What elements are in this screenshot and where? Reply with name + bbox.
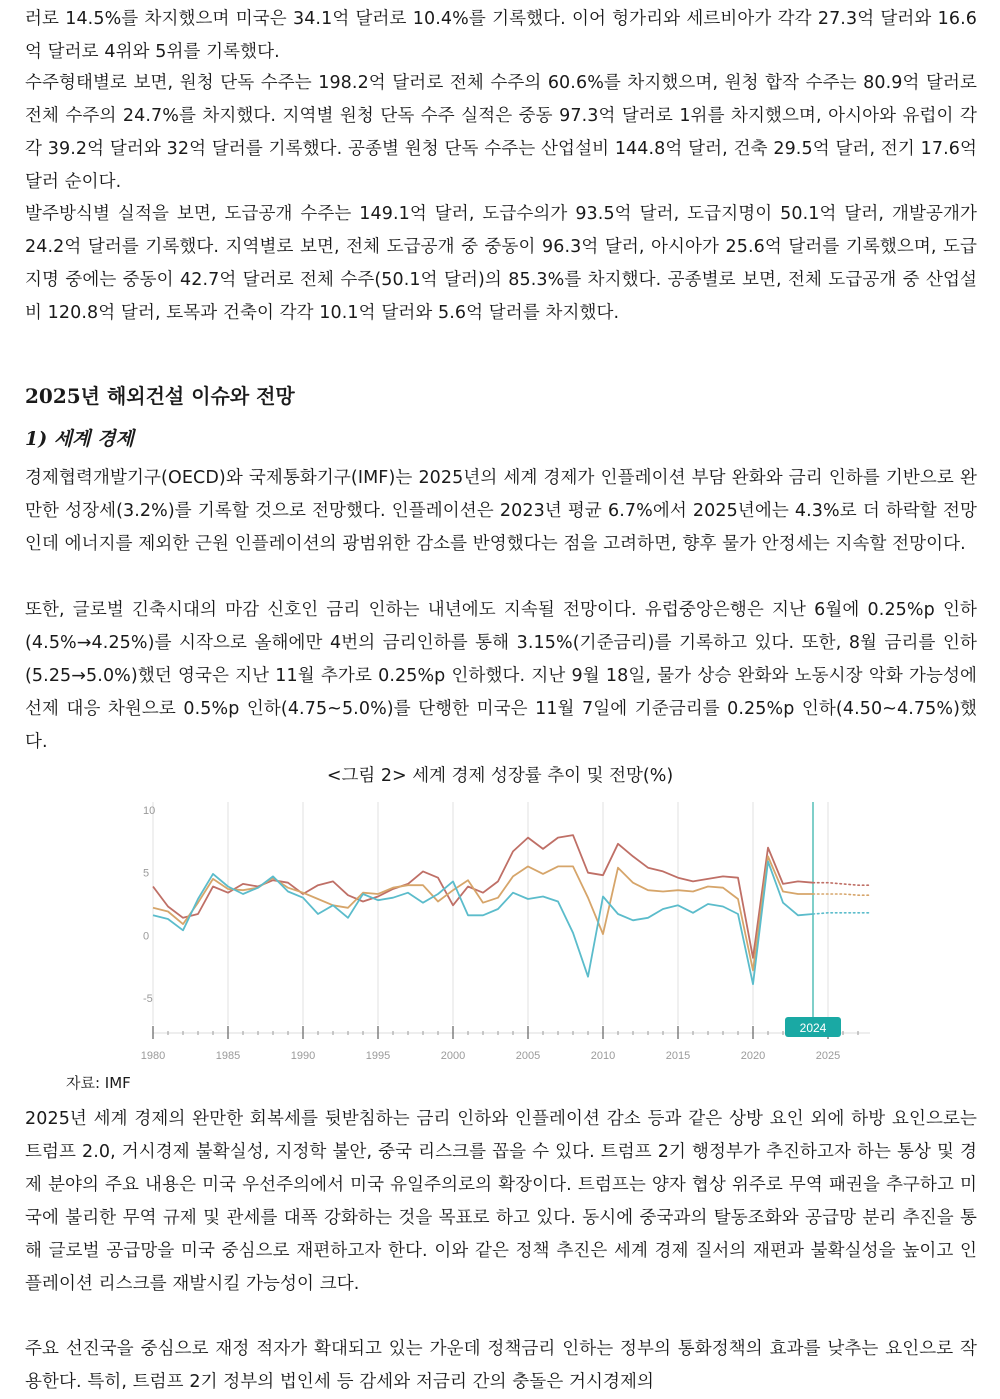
x-tick-label-1985: 1985 xyxy=(215,1050,241,1062)
x-tick-label-1990: 1990 xyxy=(290,1050,316,1062)
forecast-line-series_mid xyxy=(813,894,870,895)
section-heading: 2025년 해외건설 이슈와 전망 xyxy=(25,384,295,408)
chart-grid xyxy=(153,802,828,1025)
figure-caption: <그림 2> 세계 경제 성장률 추이 및 전망(%) xyxy=(326,766,674,786)
x-tick-label-2000: 2000 xyxy=(440,1050,466,1062)
forecast-line-series_low xyxy=(813,913,870,914)
paragraph-world-economy: 경제협력개발기구(OECD)와 국제통화기구(IMF)는 2025년의 세계 경제가 인플레이션 부담 완화와 금리 인하를 기반으로 완만한 성장세(3.2%)를 기록할 것으로 전망했다. 인플레이션은 2023년 평균 6.7%에서 2025년에는 4.3%로 더 하락할 전망인데 에너지를 제외한 근원 인플레이션의 광범위한 감소를 반영했다는 점을 고려하면, 향후 물가 안정세는 지속할 전망이다. xyxy=(25,468,977,554)
forecast-line-series_top xyxy=(813,883,870,887)
series-line-series_mid xyxy=(153,856,813,970)
growth-line-chart xyxy=(130,796,870,1068)
subsection-heading: 1) 세계 경제 xyxy=(25,428,134,450)
y-tick-label-neg5: -5 xyxy=(143,993,153,1005)
paragraph-rate-cuts: 또한, 글로벌 긴축시대의 마감 신호인 금리 인하는 내년에도 지속될 전망이다. 유럽중앙은행은 지난 6월에 0.25%p 인하(4.5%→4.25%)를 시작으로 올해에만 4번의 금리인하를 통해 3.15%(기준금리)를 기록하고 있다. 또한, 8월 금리를 인하(5.25→5.0%)했던 영국은 지난 11월 추가로 0.25%p 인하했다. 지난 9월 18일, 물가 상승 완화와 노동시장 악화 가능성에 선제 대응 차원으로 0.5%p 인하(4.75~5.0%)를 단행한 미국은 11월 7일에 기준금리를 0.25%p 인하(4.50~4.75%)했다. xyxy=(25,600,977,752)
x-tick-label-2015: 2015 xyxy=(665,1050,691,1062)
y-tick-label-10: 10 xyxy=(143,805,156,817)
x-tick-label-1980: 1980 xyxy=(140,1050,166,1062)
paragraph-downside-risks: 2025년 세계 경제의 완만한 회복세를 뒷받침하는 금리 인하와 인플레이션 감소 등과 같은 상방 요인 외에 하방 요인으로는 트럼프 2.0, 거시경제 불확실성, 지정학 불안, 중국 리스크를 꼽을 수 있다. 트럼프 2기 행정부가 추진하고자 하는 통상 및 경제 분야의 주요 내용은 미국 우선주의에서 미국 유일주의로의 확장이다. 트럼프는 양자 협상 위주로 무역 패권을 추구하고 미국에 불리한 무역 규제 및 관세를 대폭 강화하는 것을 목표로 하고 있다. 동시에 중국과의 탈동조화와 공급망 분리 추진을 통해 글로벌 공급망을 미국 중심으로 재편하고자 한다. 이와 같은 정책 추진은 세계 경제 질서의 재편과 불확실성을 높이고 인플레이션 리스크를 재발시킬 가능성이 크다. xyxy=(25,1109,977,1294)
x-tick-label-2005: 2005 xyxy=(515,1050,541,1062)
y-tick-label-0: 0 xyxy=(143,930,150,943)
x-tick-label-2025: 2025 xyxy=(815,1050,841,1062)
y-tick-label-5: 5 xyxy=(143,867,150,880)
figure-source: 자료: IMF xyxy=(66,1074,131,1092)
chart-labels xyxy=(141,805,841,1062)
chart-axis xyxy=(153,1026,870,1039)
paragraph-fiscal-deficit: 주요 선진국을 중심으로 재정 적자가 확대되고 있는 가운데 정책금리 인하는 정부의 통화정책의 효과를 낮추는 요인으로 작용한다. 특히, 트럼프 2기 정부의 법인세 등 감세와 저금리 간의 충돌은 거시경제의 xyxy=(25,1339,977,1392)
paragraph-order-method: 발주방식별 실적을 보면, 도급공개 수주는 149.1억 달러, 도급수의가 93.5억 달러, 도급지명이 50.1억 달러, 개발공개가 24.2억 달러를 기록했다. 지역별로 보면, 전체 도급공개 중 중동이 96.3억 달러, 아시아가 25.6억 달러를 기록했으며, 도급지명 중에는 중동이 42.7억 달러로 전체 수주(50.1억 달러)의 85.3%를 차지했다. 공종별로 보면, 전체 도급공개 중 산업설비 120.8억 달러, 토목과 건축이 각각 10.1억 달러와 5.6억 달러를 차지했다. xyxy=(25,204,977,323)
series-line-series_top xyxy=(153,835,813,958)
highlight-year-label: 2024 xyxy=(799,1021,827,1035)
paragraph-intro-regions: 러로 14.5%를 차지했으며 미국은 34.1억 달러로 10.4%를 기록했다. 이어 헝가리와 세르비아가 각각 27.3억 달러와 16.6억 달러로 4위와 5위를 기록했다. xyxy=(25,9,977,62)
x-tick-label-1995: 1995 xyxy=(365,1050,391,1062)
chart-series xyxy=(153,835,870,984)
paragraph-order-type: 수주형태별로 보면, 원청 단독 수주는 198.2억 달러로 전체 수주의 60.6%를 차지했으며, 원청 합작 수주는 80.9억 달러로 전체 수주의 24.7%를 차지했다. 지역별 원청 단독 수주 실적은 중동 97.3억 달러로 1위를 차지했으며, 아시아와 유럽이 각각 39.2억 달러와 32억 달러를 기록했다. 공종별 원청 단독 수주는 산업설비 144.8억 달러, 건축 29.5억 달러, 전기 17.6억 달러 순이다. xyxy=(25,73,977,192)
x-tick-label-2020: 2020 xyxy=(740,1050,766,1062)
x-tick-label-2010: 2010 xyxy=(590,1050,616,1062)
series-line-series_low xyxy=(153,861,813,984)
